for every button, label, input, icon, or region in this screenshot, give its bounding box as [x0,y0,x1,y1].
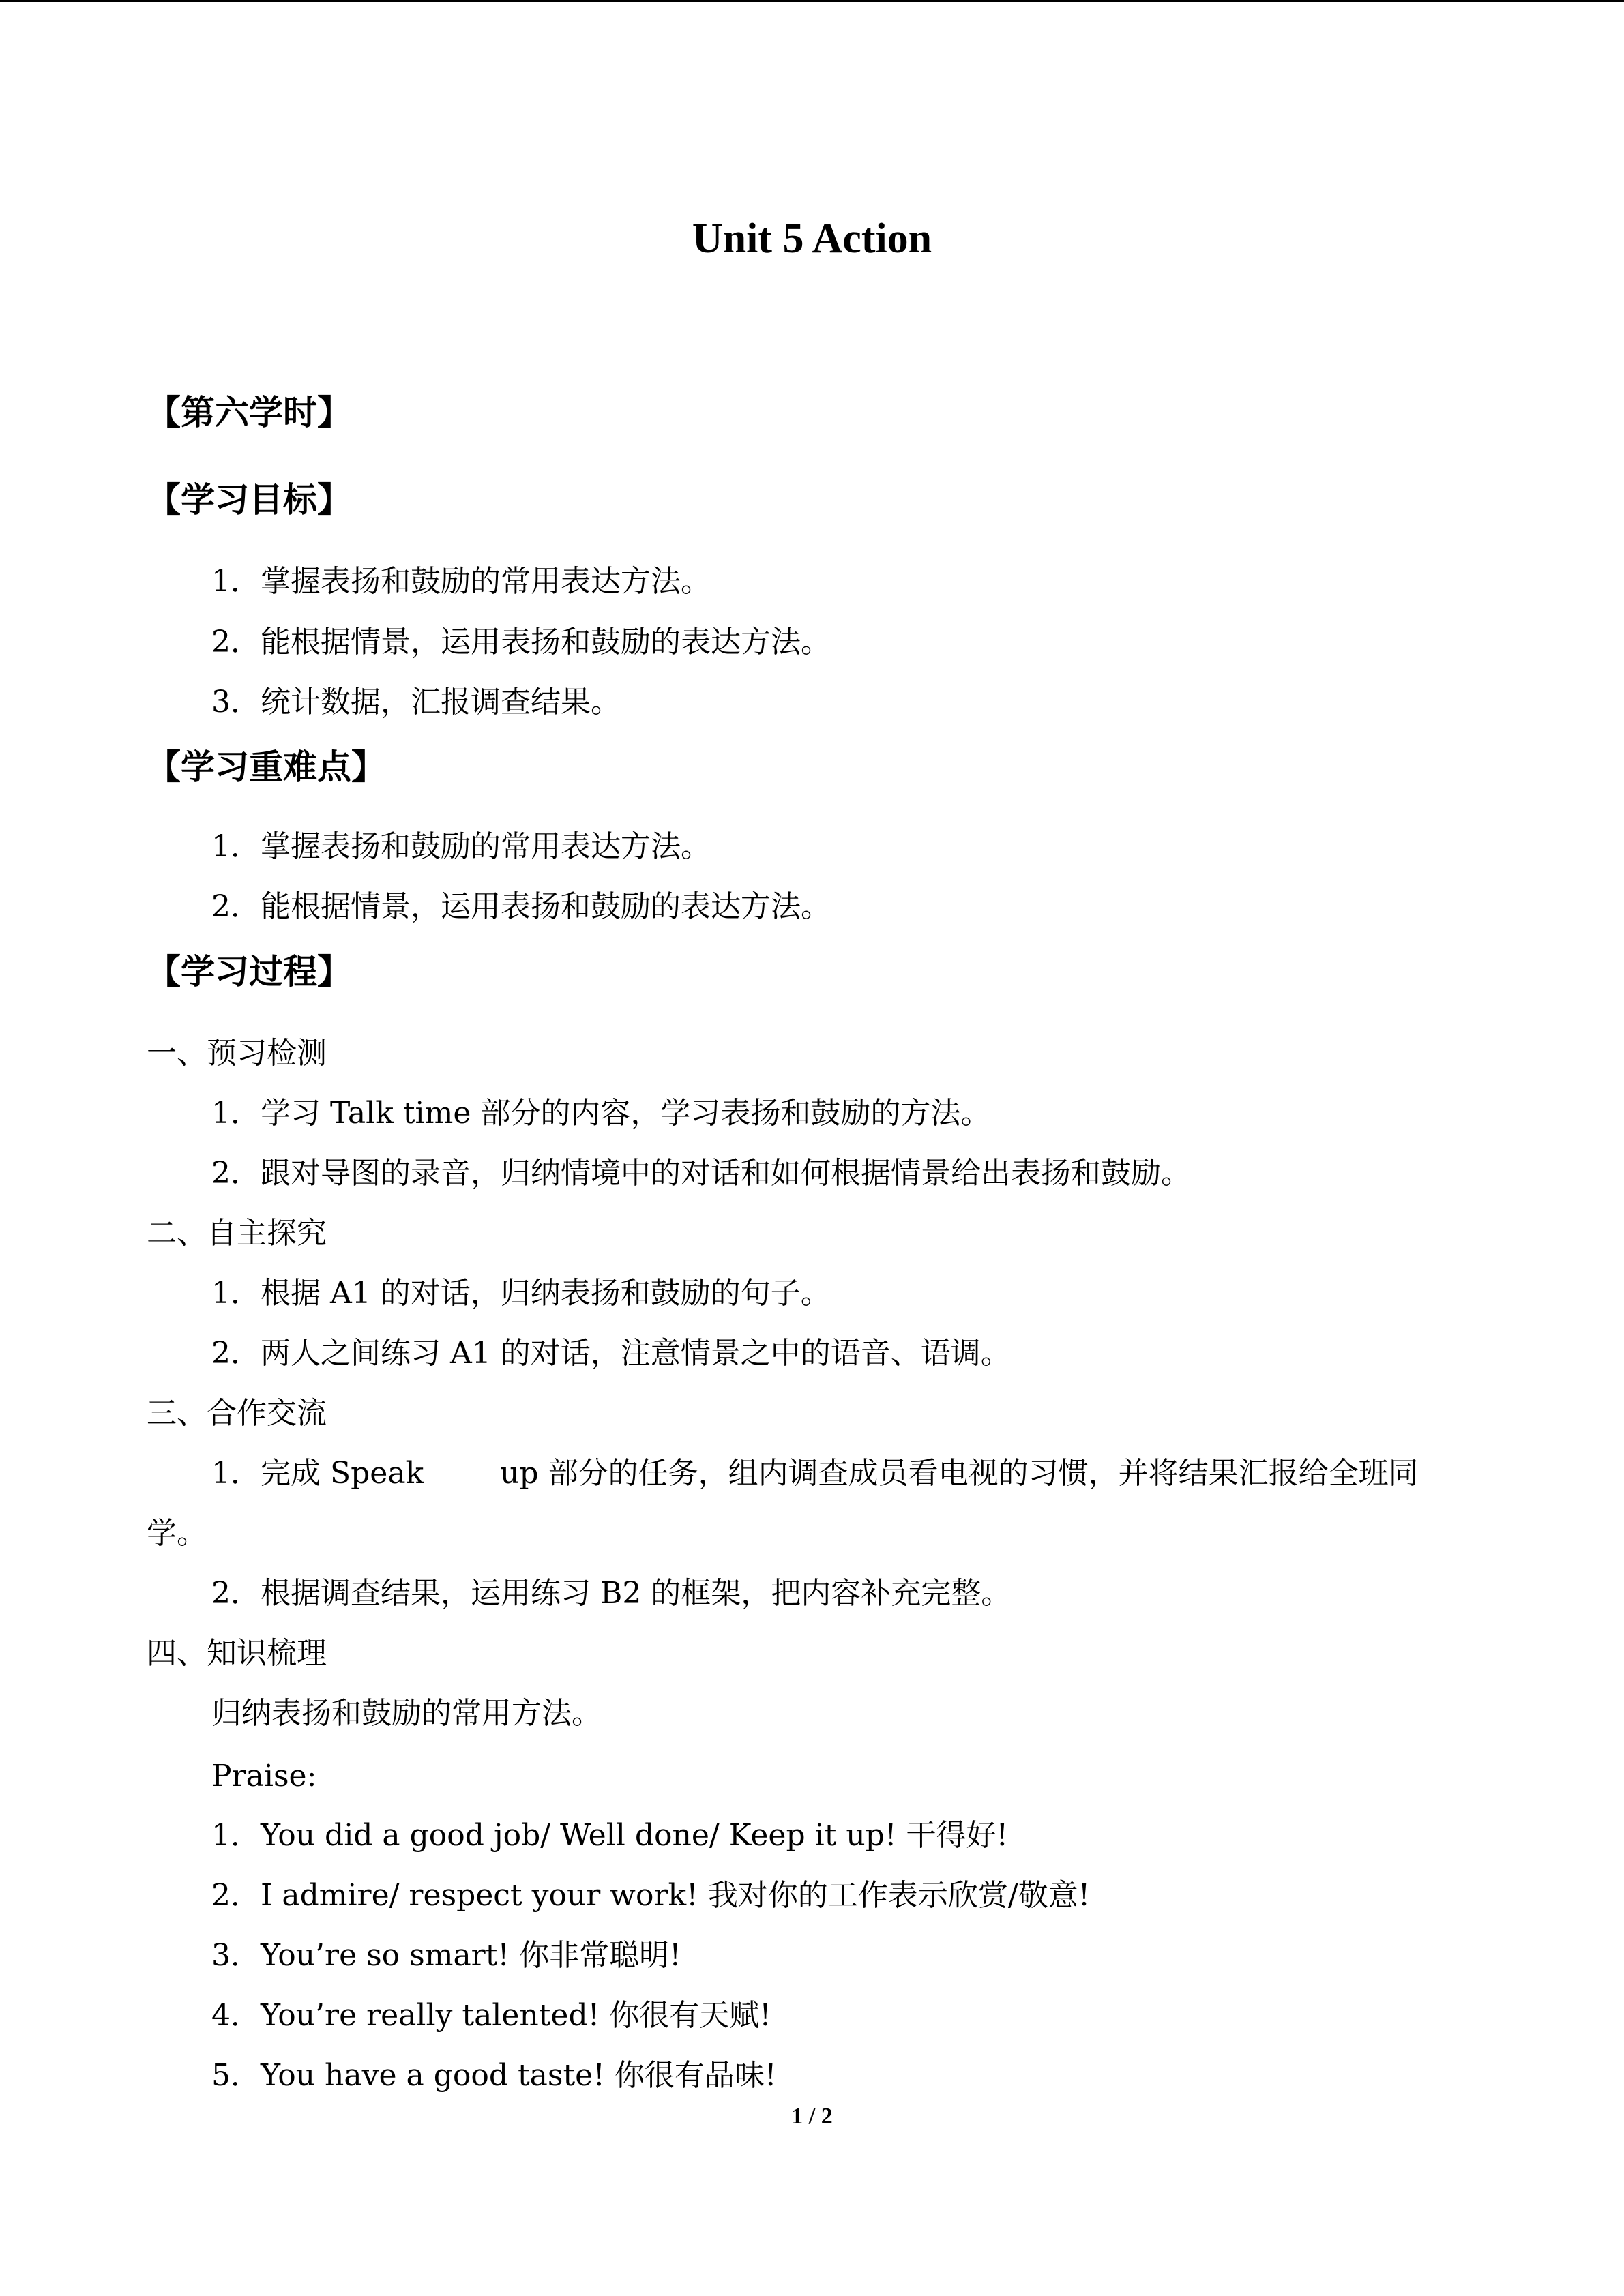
objective-item: 3．统计数据，汇报调查结果。 [211,685,621,719]
key-point-item: 2．能根据情景，运用表扬和鼓励的表达方法。 [211,889,831,924]
praise-item: 1．You did a good job/ Well done/ Keep it up! 干得好! [211,1818,1009,1853]
praise-item: 4．You’re really talented! 你很有天赋! [211,1998,771,2033]
cooperate-item: 2．根据调查结果，运用练习 B2 的框架，把内容补充完整。 [211,1576,1012,1611]
page-number: 1 / 2 [791,2104,833,2129]
explore-item: 1．根据 A1 的对话，归纳表扬和鼓励的句子。 [211,1276,831,1311]
top-border-line [0,0,1624,2]
heading-key-points: 【学习重难点】 [147,747,385,787]
preview-item: 2．跟对导图的录音，归纳情境中的对话和如何根据情景给出表扬和鼓励。 [211,1156,1191,1191]
page-title: Unit 5 Action [692,215,932,262]
section-title-cooperate: 三、合作交流 [147,1396,327,1431]
section-title-preview: 一、预习检测 [147,1036,327,1071]
objective-item: 2．能根据情景，运用表扬和鼓励的表达方法。 [211,625,831,659]
praise-label: Praise: [211,1759,317,1793]
praise-item: 5．You have a good taste! 你很有品味! [211,2058,777,2093]
objective-item: 1．掌握表扬和鼓励的常用表达方法。 [211,564,711,599]
cooperate-item: 1．完成 Speak up 部分的任务，组内调查成员看电视的习惯，并将结果汇报给全班同 [211,1456,1419,1491]
heading-process: 【学习过程】 [147,952,351,992]
section-title-knowledge: 四、知识梳理 [147,1636,327,1671]
knowledge-intro: 归纳表扬和鼓励的常用方法。 [211,1696,602,1731]
cooperate-item-continuation: 学。 [147,1516,207,1551]
praise-item: 3．You’re so smart! 你非常聪明! [211,1938,681,1973]
preview-item: 1．学习 Talk time 部分的内容，学习表扬和鼓励的方法。 [211,1096,991,1131]
key-point-item: 1．掌握表扬和鼓励的常用表达方法。 [211,829,711,864]
section-title-explore: 二、自主探究 [147,1216,327,1251]
explore-item: 2．两人之间练习 A1 的对话，注意情景之中的语音、语调。 [211,1336,1011,1371]
heading-objectives: 【学习目标】 [147,480,351,520]
praise-item: 2．I admire/ respect your work! 我对你的工作表示欣赏/敬意! [211,1878,1091,1913]
heading-lesson: 【第六学时】 [147,393,351,432]
